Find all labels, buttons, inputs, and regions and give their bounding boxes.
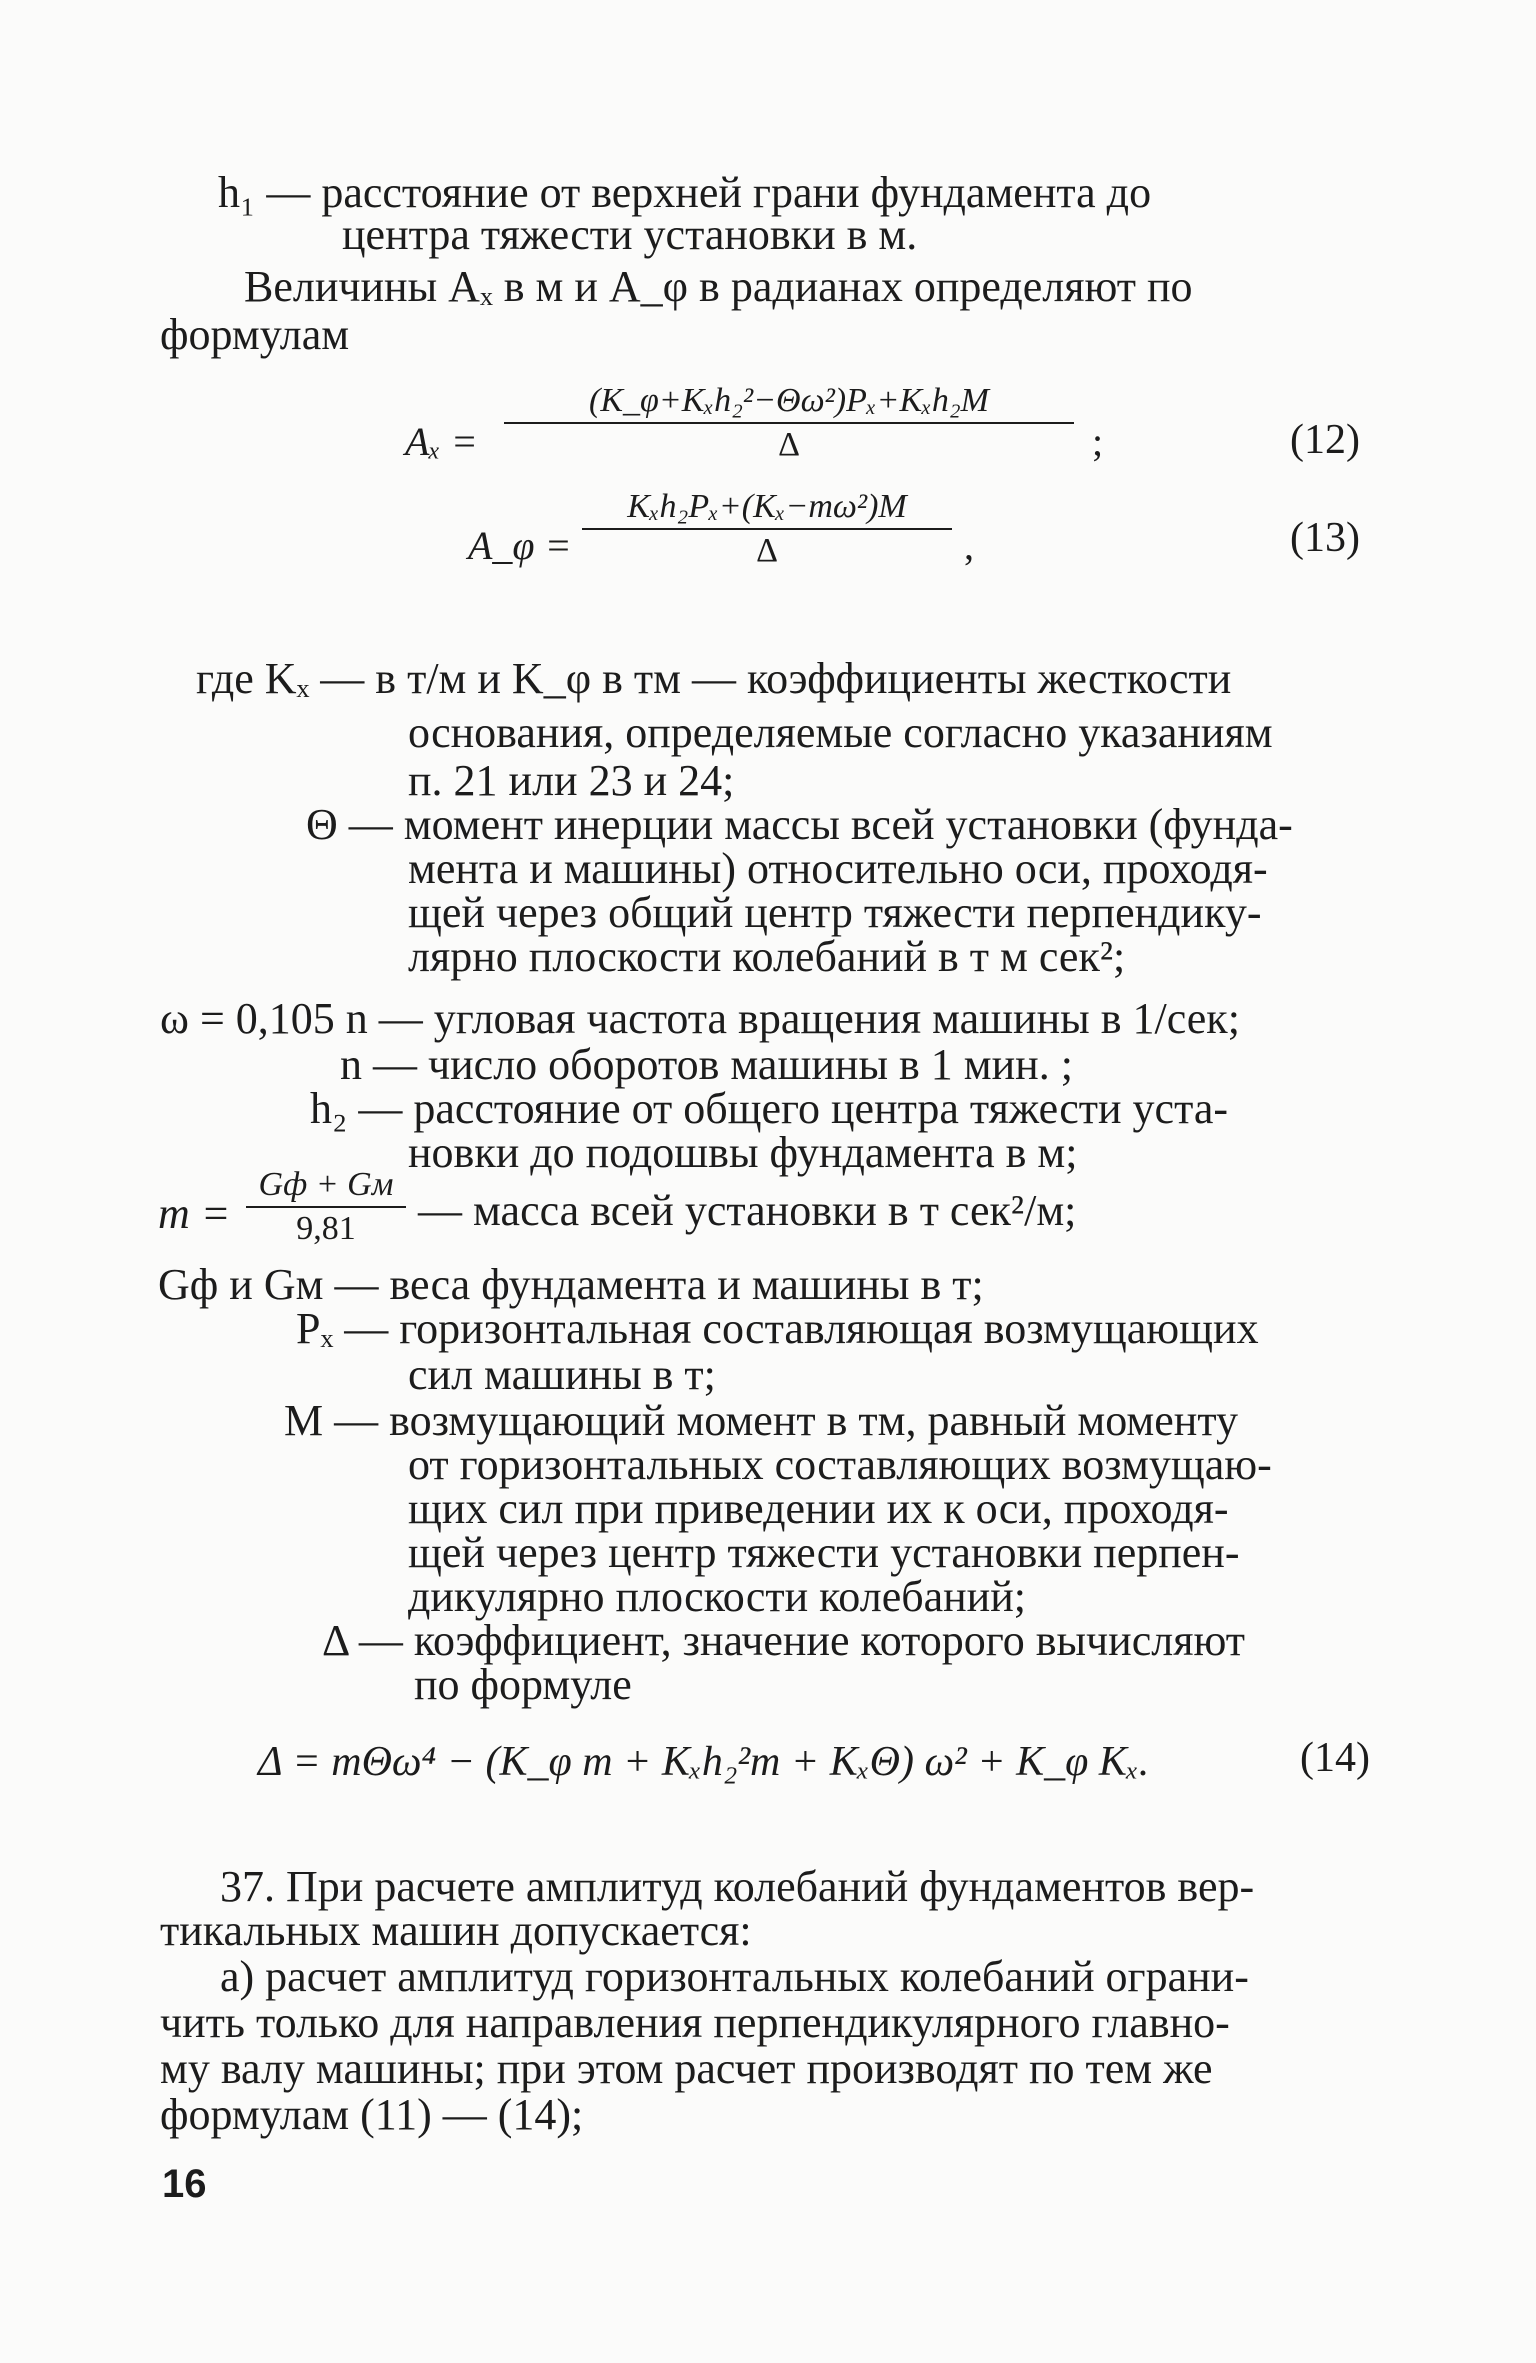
text-line-p37-cont: тикальных машин допускается: [160, 1906, 752, 1955]
formula-m-denominator: 9,81 [296, 1210, 356, 1247]
formula-12-number: (12) [1290, 417, 1360, 463]
formula-14: Δ = mΘω⁴ − (K_φ m + Kₓh₂²m + KₓΘ) ω² + K_φ Kₓ. [258, 1739, 1150, 1785]
formula-12-denominator: Δ [778, 426, 800, 463]
formula-m-lhs: m = [158, 1189, 231, 1238]
text-line-h1-cont: центра тяжести установки в м. [342, 210, 918, 259]
formula-14-number: (14) [1300, 1735, 1370, 1781]
text-line-where: где Kₓ — в т/м и K_φ в тм — коэффициенты жесткости [196, 654, 1232, 703]
text-line-pa-2: чить только для направления перпендикулярного главно- [160, 1998, 1230, 2047]
text-line-theta-4: лярно плоскости колебаний в т м сек²; [408, 932, 1126, 981]
formula-12-fraction [504, 382, 1074, 464]
text-line-theta-2: мента и машины) относительно оси, проходя- [408, 844, 1268, 893]
text-line-M-5: дикулярно плоскости колебаний; [408, 1572, 1026, 1621]
text-line-n: n — число оборотов машины в 1 мин. ; [340, 1040, 1073, 1089]
text-line-delta: Δ — коэффициент, значение которого вычисляют [322, 1616, 1245, 1665]
text-line-theta-3: щей через общий центр тяжести перпендику- [408, 888, 1262, 937]
formula-13-fraction [582, 488, 952, 570]
text-line-M: M — возмущающий момент в тм, равный моменту [284, 1396, 1238, 1445]
text-line-h2-cont: новки до подошвы фундамента в м; [408, 1128, 1078, 1177]
text-line-omega: ω = 0,105 n — угловая частота вращения машины в 1/сек; [160, 994, 1240, 1043]
text-line-h1: h₁ — расстояние от верхней грани фундамента до [218, 168, 1152, 217]
text-line-M-2: от горизонтальных составляющих возмущаю- [408, 1440, 1272, 1489]
formula-13-tail: , [964, 523, 974, 568]
formula-m-bar [246, 1206, 406, 1208]
text-line-pa-3: му валу машины; при этом расчет производят по тем же [160, 2044, 1213, 2093]
formula-13-bar [582, 528, 952, 530]
text-line-pa: а) расчет амплитуд горизонтальных колебаний ограни- [220, 1952, 1249, 2001]
text-line-intro: Величины Aₓ в м и A_φ в радианах определяют по [244, 262, 1193, 311]
formula-13-denominator: Δ [756, 532, 778, 569]
text-line-px: Pₓ — горизонтальная составляющая возмущающих [296, 1304, 1259, 1353]
text-line-delta-cont: по формуле [414, 1660, 632, 1709]
page-number: 16 [162, 2162, 207, 2206]
formula-m-numerator: Gф + Gм [258, 1166, 394, 1203]
text-line-m: — масса всей установки в т сек²/м; [418, 1186, 1077, 1235]
text-line-theta: Θ — момент инерции массы всей установки (фунда- [306, 800, 1293, 849]
formula-12-lhs: Aₓ = [405, 419, 478, 464]
text-line-where-2: основания, определяемые согласно указаниям [408, 708, 1273, 757]
text-line-px-cont: сил машины в т; [408, 1350, 716, 1399]
text-line-where-3: п. 21 или 23 и 24; [408, 756, 735, 805]
text-line-intro-cont: формулам [160, 310, 350, 359]
formula-12-tail: ; [1092, 419, 1104, 464]
text-line-h2: h₂ — расстояние от общего центра тяжести уста- [310, 1084, 1229, 1133]
formula-13-lhs: A_φ = [468, 523, 572, 568]
formula-13-numerator: Kₓh₂Pₓ+(Kₓ−mω²)M [627, 488, 907, 525]
text-line-g: Gф и Gм — веса фундамента и машины в т; [158, 1260, 984, 1309]
formula-13-number: (13) [1290, 515, 1360, 561]
formula-12-bar [504, 422, 1074, 424]
text-line-M-4: щей через центр тяжести установки перпен- [408, 1528, 1240, 1577]
formula-m-fraction [246, 1166, 406, 1248]
text-line-M-3: щих сил при приведении их к оси, проходя- [408, 1484, 1229, 1533]
formula-12-numerator: (K_φ+Kₓh₂²−Θω²)Pₓ+Kₓh₂M [589, 382, 989, 419]
text-line-pa-4: формулам (11) — (14); [160, 2090, 584, 2139]
text-line-p37: 37. При расчете амплитуд колебаний фундаментов вер- [220, 1862, 1255, 1911]
